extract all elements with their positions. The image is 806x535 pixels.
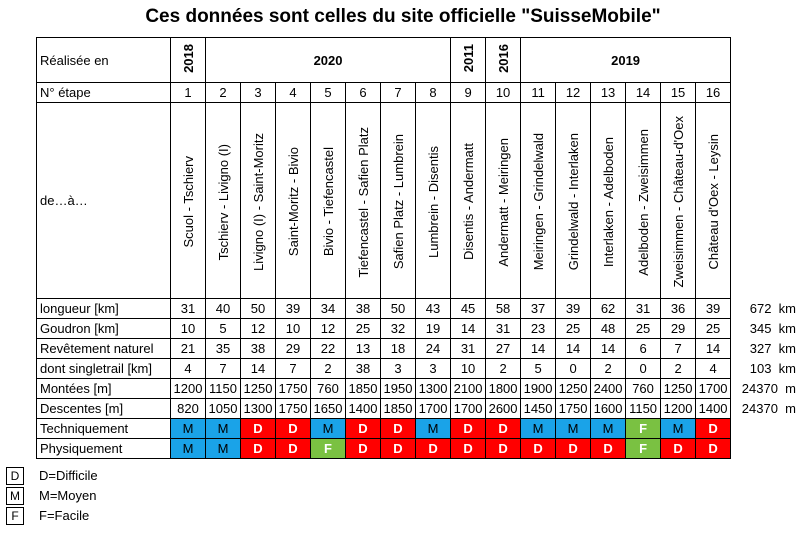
- stage-singletrail: 5: [521, 359, 556, 379]
- stage-singletrail: 0: [626, 359, 661, 379]
- stage-longueur: 50: [381, 299, 416, 319]
- row-label-technique: Techniquement: [37, 419, 171, 439]
- year-row: [37, 38, 731, 83]
- stage-singletrail: 2: [311, 359, 346, 379]
- stage-revetement: 14: [591, 339, 626, 359]
- stage-singletrail: 3: [416, 359, 451, 379]
- technique-rating: M: [661, 419, 696, 439]
- stage-num: 13: [591, 83, 626, 103]
- stage-montees: 760: [311, 379, 346, 399]
- stage-revetement: 18: [381, 339, 416, 359]
- stage-num: 3: [241, 83, 276, 103]
- stage-num: 12: [556, 83, 591, 103]
- stage-revetement: 29: [276, 339, 311, 359]
- row-route: [37, 103, 731, 299]
- stage-goudron: 31: [486, 319, 521, 339]
- stage-singletrail: 2: [486, 359, 521, 379]
- stage-goudron: 10: [276, 319, 311, 339]
- stage-singletrail: 14: [241, 359, 276, 379]
- stages-table: [36, 37, 731, 459]
- physique-rating: D: [381, 439, 416, 459]
- stage-num: 2: [206, 83, 241, 103]
- stage-num: 16: [696, 83, 731, 103]
- stage-goudron: 12: [241, 319, 276, 339]
- total-descentes: 24370 m: [741, 401, 796, 416]
- technique-rating: M: [171, 419, 206, 439]
- stage-goudron: 25: [556, 319, 591, 339]
- stage-montees: 1900: [521, 379, 556, 399]
- technique-rating: D: [346, 419, 381, 439]
- stage-revetement: 14: [556, 339, 591, 359]
- stage-goudron: 5: [206, 319, 241, 339]
- stage-longueur: 39: [696, 299, 731, 319]
- stage-num: 6: [346, 83, 381, 103]
- stage-descentes: 1600: [591, 399, 626, 419]
- row-montees: [37, 379, 731, 399]
- stage-descentes: 1700: [416, 399, 451, 419]
- total-montees: 24370 m: [741, 381, 796, 396]
- total-singletrail: 103 km: [749, 361, 796, 376]
- year-2019: 2019: [521, 38, 731, 83]
- technique-rating: M: [521, 419, 556, 439]
- stage-descentes: 1750: [276, 399, 311, 419]
- row-descentes: [37, 399, 731, 419]
- stage-num: 15: [661, 83, 696, 103]
- stage-longueur: 40: [206, 299, 241, 319]
- stage-montees: 760: [626, 379, 661, 399]
- stage-revetement: 27: [486, 339, 521, 359]
- physique-rating: D: [416, 439, 451, 459]
- legend-text: D=Difficile: [39, 468, 98, 483]
- stage-goudron: 14: [451, 319, 486, 339]
- stage-route: Tiefencastel - Safien Platz: [346, 103, 381, 299]
- technique-rating: M: [416, 419, 451, 439]
- stage-montees: 1250: [556, 379, 591, 399]
- stage-montees: 2100: [451, 379, 486, 399]
- stage-montees: 1950: [381, 379, 416, 399]
- stage-num: 4: [276, 83, 311, 103]
- physique-rating: D: [276, 439, 311, 459]
- stage-montees: 1750: [276, 379, 311, 399]
- legend-text: M=Moyen: [39, 488, 97, 503]
- stage-route: Scuol - Tschierv: [171, 103, 206, 299]
- stage-singletrail: 4: [171, 359, 206, 379]
- row-label-goudron: Goudron [km]: [37, 319, 171, 339]
- row-label-physique: Physiquement: [37, 439, 171, 459]
- stage-singletrail: 3: [381, 359, 416, 379]
- stage-revetement: 38: [241, 339, 276, 359]
- stage-descentes: 1050: [206, 399, 241, 419]
- stage-longueur: 39: [556, 299, 591, 319]
- stage-singletrail: 2: [591, 359, 626, 379]
- stage-longueur: 37: [521, 299, 556, 319]
- stage-goudron: 12: [311, 319, 346, 339]
- physique-rating: D: [696, 439, 731, 459]
- technique-rating: D: [696, 419, 731, 439]
- stage-goudron: 25: [346, 319, 381, 339]
- row-longueur: [37, 299, 731, 319]
- legend-swatch: M: [6, 487, 24, 505]
- stage-revetement: 13: [346, 339, 381, 359]
- row-label-longueur: longueur [km]: [37, 299, 171, 319]
- row-singletrail: [37, 359, 731, 379]
- physique-rating: D: [661, 439, 696, 459]
- technique-rating: D: [241, 419, 276, 439]
- stage-montees: 1300: [416, 379, 451, 399]
- physique-rating: D: [521, 439, 556, 459]
- stage-singletrail: 0: [556, 359, 591, 379]
- row-label-singletrail: dont singletrail [km]: [37, 359, 171, 379]
- stage-goudron: 29: [661, 319, 696, 339]
- technique-rating: D: [276, 419, 311, 439]
- stage-singletrail: 7: [206, 359, 241, 379]
- technique-rating: M: [556, 419, 591, 439]
- stage-route: Disentis - Andermatt: [451, 103, 486, 299]
- stage-descentes: 2600: [486, 399, 521, 419]
- physique-rating: M: [171, 439, 206, 459]
- legend-swatch: F: [6, 507, 24, 525]
- stage-descentes: 1850: [381, 399, 416, 419]
- total-revetement: 327 km: [749, 341, 796, 356]
- stage-descentes: 820: [171, 399, 206, 419]
- stage-descentes: 1700: [451, 399, 486, 419]
- technique-rating: D: [381, 419, 416, 439]
- stage-descentes: 1750: [556, 399, 591, 419]
- stage-num: 14: [626, 83, 661, 103]
- legend-swatch: D: [6, 467, 24, 485]
- stage-route: Livigno (I) - Saint-Moritz: [241, 103, 276, 299]
- technique-rating: D: [486, 419, 521, 439]
- stage-montees: 1150: [206, 379, 241, 399]
- stage-revetement: 35: [206, 339, 241, 359]
- physique-rating: D: [486, 439, 521, 459]
- stage-longueur: 50: [241, 299, 276, 319]
- year-2018: 2018: [171, 38, 206, 83]
- stage-num: 7: [381, 83, 416, 103]
- stage-longueur: 31: [626, 299, 661, 319]
- stage-montees: 1200: [171, 379, 206, 399]
- stage-revetement: 24: [416, 339, 451, 359]
- row-goudron: [37, 319, 731, 339]
- stage-goudron: 48: [591, 319, 626, 339]
- stage-singletrail: 2: [661, 359, 696, 379]
- stage-num: 10: [486, 83, 521, 103]
- stage-descentes: 1450: [521, 399, 556, 419]
- technique-rating: M: [591, 419, 626, 439]
- year-2011: 2011: [451, 38, 486, 83]
- stage-longueur: 39: [276, 299, 311, 319]
- stage-longueur: 62: [591, 299, 626, 319]
- stage-route: Interlaken - Adelboden: [591, 103, 626, 299]
- stage-revetement: 14: [696, 339, 731, 359]
- stage-montees: 1250: [241, 379, 276, 399]
- physique-rating: D: [346, 439, 381, 459]
- stage-montees: 1800: [486, 379, 521, 399]
- technique-rating: D: [451, 419, 486, 439]
- stage-goudron: 25: [696, 319, 731, 339]
- row-revetement: [37, 339, 731, 359]
- stage-descentes: 1150: [626, 399, 661, 419]
- row-label-etape: N° étape: [37, 83, 171, 103]
- stage-goudron: 32: [381, 319, 416, 339]
- row-etape: [37, 83, 731, 103]
- stage-descentes: 1300: [241, 399, 276, 419]
- physique-rating: D: [241, 439, 276, 459]
- stage-route: Saint-Moritz - Bivio: [276, 103, 311, 299]
- stage-route: Château d'Oex - Leysin: [696, 103, 731, 299]
- stage-descentes: 1650: [311, 399, 346, 419]
- total-goudron: 345 km: [749, 321, 796, 336]
- stage-longueur: 31: [171, 299, 206, 319]
- stage-revetement: 6: [626, 339, 661, 359]
- stage-descentes: 1400: [696, 399, 731, 419]
- stage-descentes: 1200: [661, 399, 696, 419]
- stage-route: Safien Platz - Lumbrein: [381, 103, 416, 299]
- stage-montees: 1700: [696, 379, 731, 399]
- stage-longueur: 38: [346, 299, 381, 319]
- technique-rating: F: [626, 419, 661, 439]
- stage-route: Lumbrein - Disentis: [416, 103, 451, 299]
- stage-singletrail: 7: [276, 359, 311, 379]
- stage-goudron: 25: [626, 319, 661, 339]
- stage-longueur: 43: [416, 299, 451, 319]
- physique-rating: F: [311, 439, 346, 459]
- physique-rating: D: [556, 439, 591, 459]
- stage-num: 11: [521, 83, 556, 103]
- stage-revetement: 7: [661, 339, 696, 359]
- stage-longueur: 34: [311, 299, 346, 319]
- stage-route: Meiringen - Grindelwald: [521, 103, 556, 299]
- stage-route: Bivio - Tiefencastel: [311, 103, 346, 299]
- year-2020: 2020: [206, 38, 451, 83]
- stage-revetement: 22: [311, 339, 346, 359]
- stage-longueur: 45: [451, 299, 486, 319]
- physique-rating: D: [451, 439, 486, 459]
- stage-descentes: 1400: [346, 399, 381, 419]
- stage-num: 5: [311, 83, 346, 103]
- year-2016: 2016: [486, 38, 521, 83]
- stage-goudron: 19: [416, 319, 451, 339]
- row-technique: [37, 419, 731, 439]
- row-label-descentes: Descentes [m]: [37, 399, 171, 419]
- stage-num: 8: [416, 83, 451, 103]
- stage-montees: 1850: [346, 379, 381, 399]
- stage-revetement: 31: [451, 339, 486, 359]
- row-label-realisee: Réalisée en: [37, 38, 171, 83]
- legend-text: F=Facile: [39, 508, 90, 523]
- row-label-revetement: Revêtement naturel: [37, 339, 171, 359]
- stage-route: Zweisimmen - Château-d'Oex: [661, 103, 696, 299]
- stage-route: Adelboden - Zweisimmen: [626, 103, 661, 299]
- stage-goudron: 23: [521, 319, 556, 339]
- stage-longueur: 58: [486, 299, 521, 319]
- row-physique: [37, 439, 731, 459]
- stage-num: 9: [451, 83, 486, 103]
- stage-singletrail: 10: [451, 359, 486, 379]
- stage-singletrail: 4: [696, 359, 731, 379]
- stage-route: Tschierv - Livigno (I): [206, 103, 241, 299]
- total-longueur: 672 km: [749, 301, 796, 316]
- stage-route: Grindelwald - Interlaken: [556, 103, 591, 299]
- technique-rating: M: [206, 419, 241, 439]
- technique-rating: M: [311, 419, 346, 439]
- stage-singletrail: 38: [346, 359, 381, 379]
- stage-montees: 2400: [591, 379, 626, 399]
- row-label-route: de…à…: [37, 103, 171, 299]
- row-label-montees: Montées [m]: [37, 379, 171, 399]
- stage-goudron: 10: [171, 319, 206, 339]
- physique-rating: F: [626, 439, 661, 459]
- stage-revetement: 21: [171, 339, 206, 359]
- stage-route: Andermatt - Meiringen: [486, 103, 521, 299]
- stage-longueur: 36: [661, 299, 696, 319]
- stage-revetement: 14: [521, 339, 556, 359]
- page-title: Ces données sont celles du site officielle "SuisseMobile": [145, 6, 661, 27]
- physique-rating: D: [591, 439, 626, 459]
- stage-num: 1: [171, 83, 206, 103]
- stage-montees: 1250: [661, 379, 696, 399]
- physique-rating: M: [206, 439, 241, 459]
